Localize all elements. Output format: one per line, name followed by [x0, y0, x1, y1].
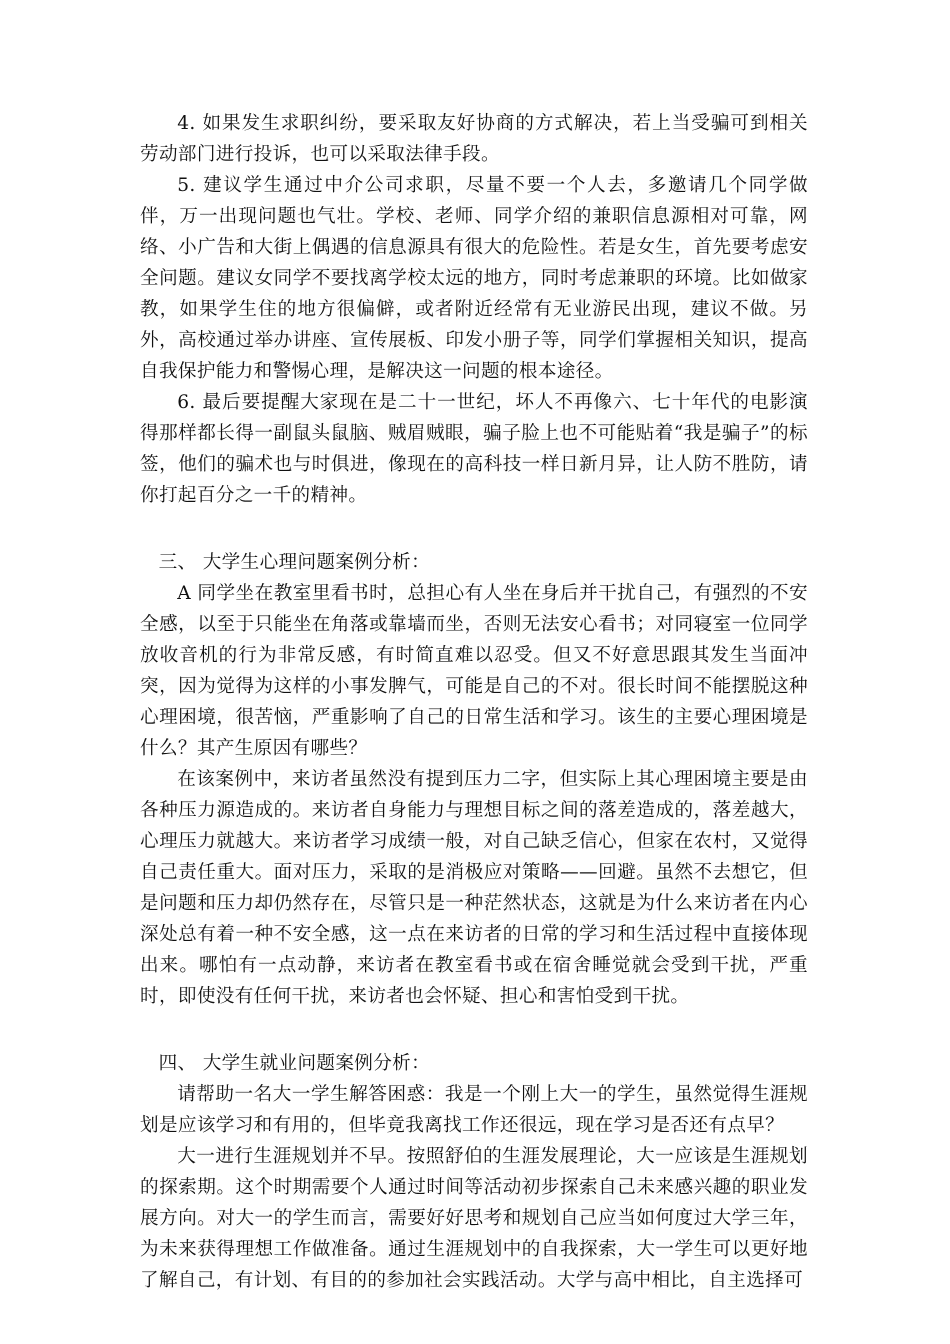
section-4-answer-paragraph: 大一进行生涯规划并不早。按照舒伯的生涯发展理论，大一应该是生涯规划的探索期。这个时期需要个人通过时间等活动初步探索自己未来感兴趣的职业发展方向。对大一的学生而言，需要好好思考和规划自己应当如何度过大学三年，为未来获得理想工作做准备。通过生涯规划中的自我探索，大一学生可以更好地了解自己，有计划、有目的的参加社会实践活动。大学与高中相比，自主选择可: [140, 1146, 808, 1291]
section-spacer: [140, 511, 808, 547]
paragraph-item-5: 5. 建议学生通过中介公司求职，尽量不要一个人去，多邀请几个同学做伴，万一出现问题也气壮。学校、老师、同学介绍的兼职信息源相对可靠，网络、小广告和大街上偶遇的信息源具有很大的危险性。若是女生，首先要考虑安全问题。建议女同学不要找离学校太远的地方，同时考虑兼职的环境。比如做家教，如果学生住的地方很偏僻，或者附近经常有无业游民出现，建议不做。另外，高校通过举办讲座、宣传展板、印发小册子等，同学们掌握相关知识，提高自我保护能力和警惕心理，是解决这一问题的根本途径。: [140, 175, 808, 382]
paragraph-item-4: 4. 如果发生求职纠纷，要采取友好协商的方式解决，若上当受骗可到相关劳动部门进行投诉，也可以采取法律手段。: [140, 113, 808, 165]
section-3-case-paragraph: A 同学坐在教室里看书时，总担心有人坐在身后并干扰自己，有强烈的不安全感，以至于只能坐在角落或靠墙而坐，否则无法安心看书；对同寝室一位同学放收音机的行为非常反感，有时简直难以忍受。但又不好意思跟其发生当面冲突，因为觉得为这样的小事发脾气，可能是自己的不对。很长时间不能摆脱这种心理困境，很苦恼，严重影响了自己的日常生活和学习。该生的主要心理困境是什么？其产生原因有哪些？: [140, 583, 808, 759]
section-4-question-paragraph: 请帮助一名大一学生解答困惑：我是一个刚上大一的学生，虽然觉得生涯规划是应该学习和有用的，但毕竟我离找工作还很远，现在学习是否还有点早？: [140, 1084, 808, 1136]
section-spacer: [140, 1012, 808, 1048]
section-3-heading: 三、 大学生心理问题案例分析：: [158, 552, 431, 573]
paragraph-item-6: 6. 最后要提醒大家现在是二十一世纪，坏人不再像六、七十年代的电影演得那样都长得一副鼠头鼠脑、贼眉贼眼，骗子脸上也不可能贴着“我是骗子”的标签，他们的骗术也与时俱进，像现在的高科技一样日新月异，让人防不胜防，请你打起百分之一千的精神。: [140, 392, 808, 506]
section-3-analysis-paragraph: 在该案例中，来访者虽然没有提到压力二字，但实际上其心理困境主要是由各种压力源造成的。来访者自身能力与理想目标之间的落差造成的，落差越大，心理压力就越大。来访者学习成绩一般，对自己缺乏信心，但家在农村，又觉得自己责任重大。面对压力，采取的是消极应对策略——回避。虽然不去想它，但是问题和压力却仍然存在，尽管只是一种茫然状态，这就是为什么来访者在内心深处总有着一种不安全感，这一点在来访者的日常的学习和生活过程中直接体现出来。哪怕有一点动静，来访者在教室看书或在宿舍睡觉就会受到干扰，严重时，即使没有任何干扰，来访者也会怀疑、担心和害怕受到干扰。: [140, 769, 808, 1007]
document-page: [140, 108, 808, 1296]
section-4-heading: 四、 大学生就业问题案例分析：: [158, 1053, 431, 1074]
